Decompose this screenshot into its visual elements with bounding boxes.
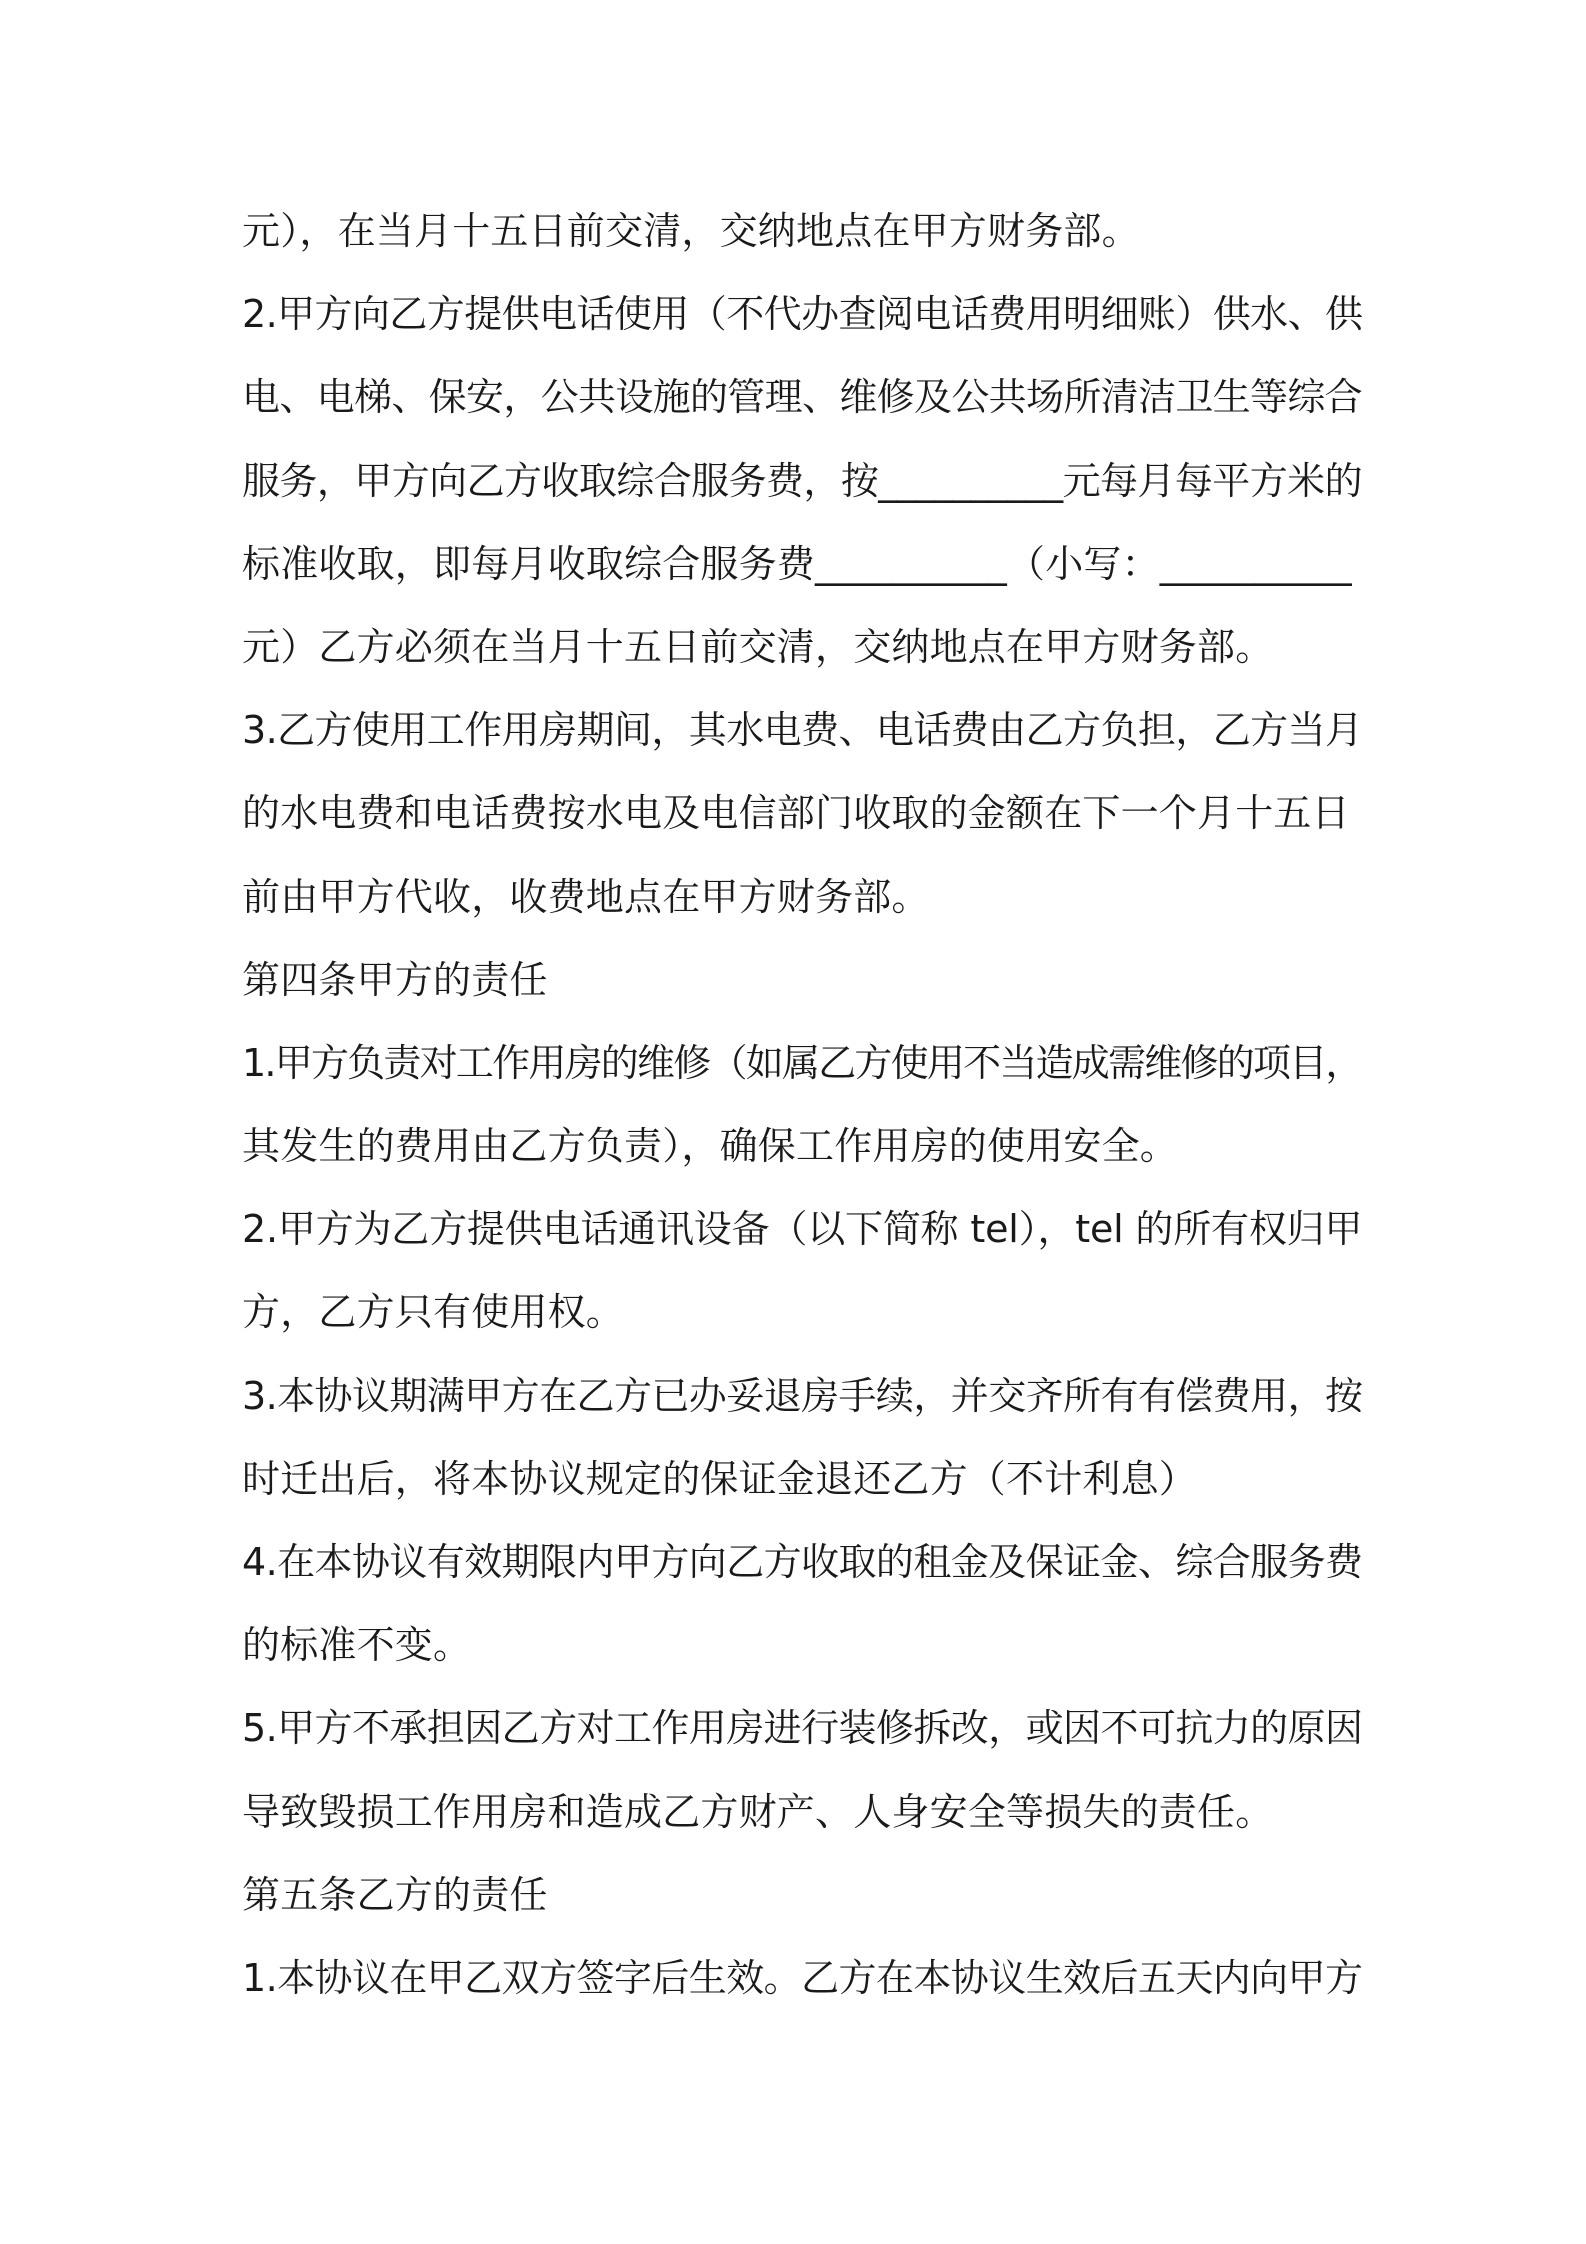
paragraph-line: 2.甲方向乙方提供电话使用（不代办查阅电话费用明细账）供水、供 (242, 292, 1363, 337)
paragraph-line: 2.甲方为乙方提供电话通讯设备（以下简称 tel），tel 的所有权归甲 (242, 1207, 1363, 1252)
paragraph-line: 方，乙方只有使用权。 (242, 1290, 625, 1335)
paragraph-line: 其发生的费用由乙方负责），确保工作用房的使用安全。 (242, 1124, 1179, 1169)
paragraph-line: 元）乙方必须在当月十五日前交清，交纳地点在甲方财务部。 (242, 624, 1274, 669)
paragraph-line: 标准收取，即每月收取综合服务费__________（小写：__________ (242, 541, 1352, 586)
paragraph-line: 服务，甲方向乙方收取综合服务费，按__________元每月每平方米的 (242, 458, 1363, 503)
paragraph-line: 的标准不变。 (242, 1623, 472, 1668)
paragraph-line: 电、电梯、保安，公共设施的管理、维修及公共场所清洁卫生等综合 (242, 375, 1363, 420)
paragraph-line: 时迁出后，将本协议规定的保证金退还乙方（不计利息） (242, 1456, 1198, 1501)
paragraph-line: 前由甲方代收，收费地点在甲方财务部。 (242, 874, 930, 919)
paragraph-line: 元），在当月十五日前交清，交纳地点在甲方财务部。 (242, 209, 1140, 253)
paragraph-line: 的水电费和电话费按水电及电信部门收取的金额在下一个月十五日 (242, 791, 1350, 836)
paragraph-line: 导致毁损工作用房和造成乙方财产、人身安全等损失的责任。 (242, 1789, 1274, 1834)
paragraph-line: 4.在本协议有效期限内甲方向乙方收取的租金及保证金、综合服务费 (242, 1540, 1363, 1584)
document-body (242, 190, 1362, 2020)
paragraph-line: 1.本协议在甲乙双方签字后生效。乙方在本协议生效后五天内向甲方 (242, 1955, 1363, 2000)
paragraph-line: 3.乙方使用工作用房期间，其水电费、电话费由乙方负担，乙方当月 (242, 708, 1363, 753)
section-heading: 第四条甲方的责任 (242, 957, 548, 1002)
paragraph-line: 5.甲方不承担因乙方对工作用房进行装修拆改，或因不可抗力的原因 (242, 1706, 1363, 1751)
paragraph-line: 3.本协议期满甲方在乙方已办妥退房手续，并交齐所有有偿费用，按 (242, 1373, 1363, 1418)
paragraph-line: 1.甲方负责对工作用房的维修（如属乙方使用不当造成需维修的项目， (242, 1040, 1362, 1085)
section-heading: 第五条乙方的责任 (242, 1872, 548, 1917)
